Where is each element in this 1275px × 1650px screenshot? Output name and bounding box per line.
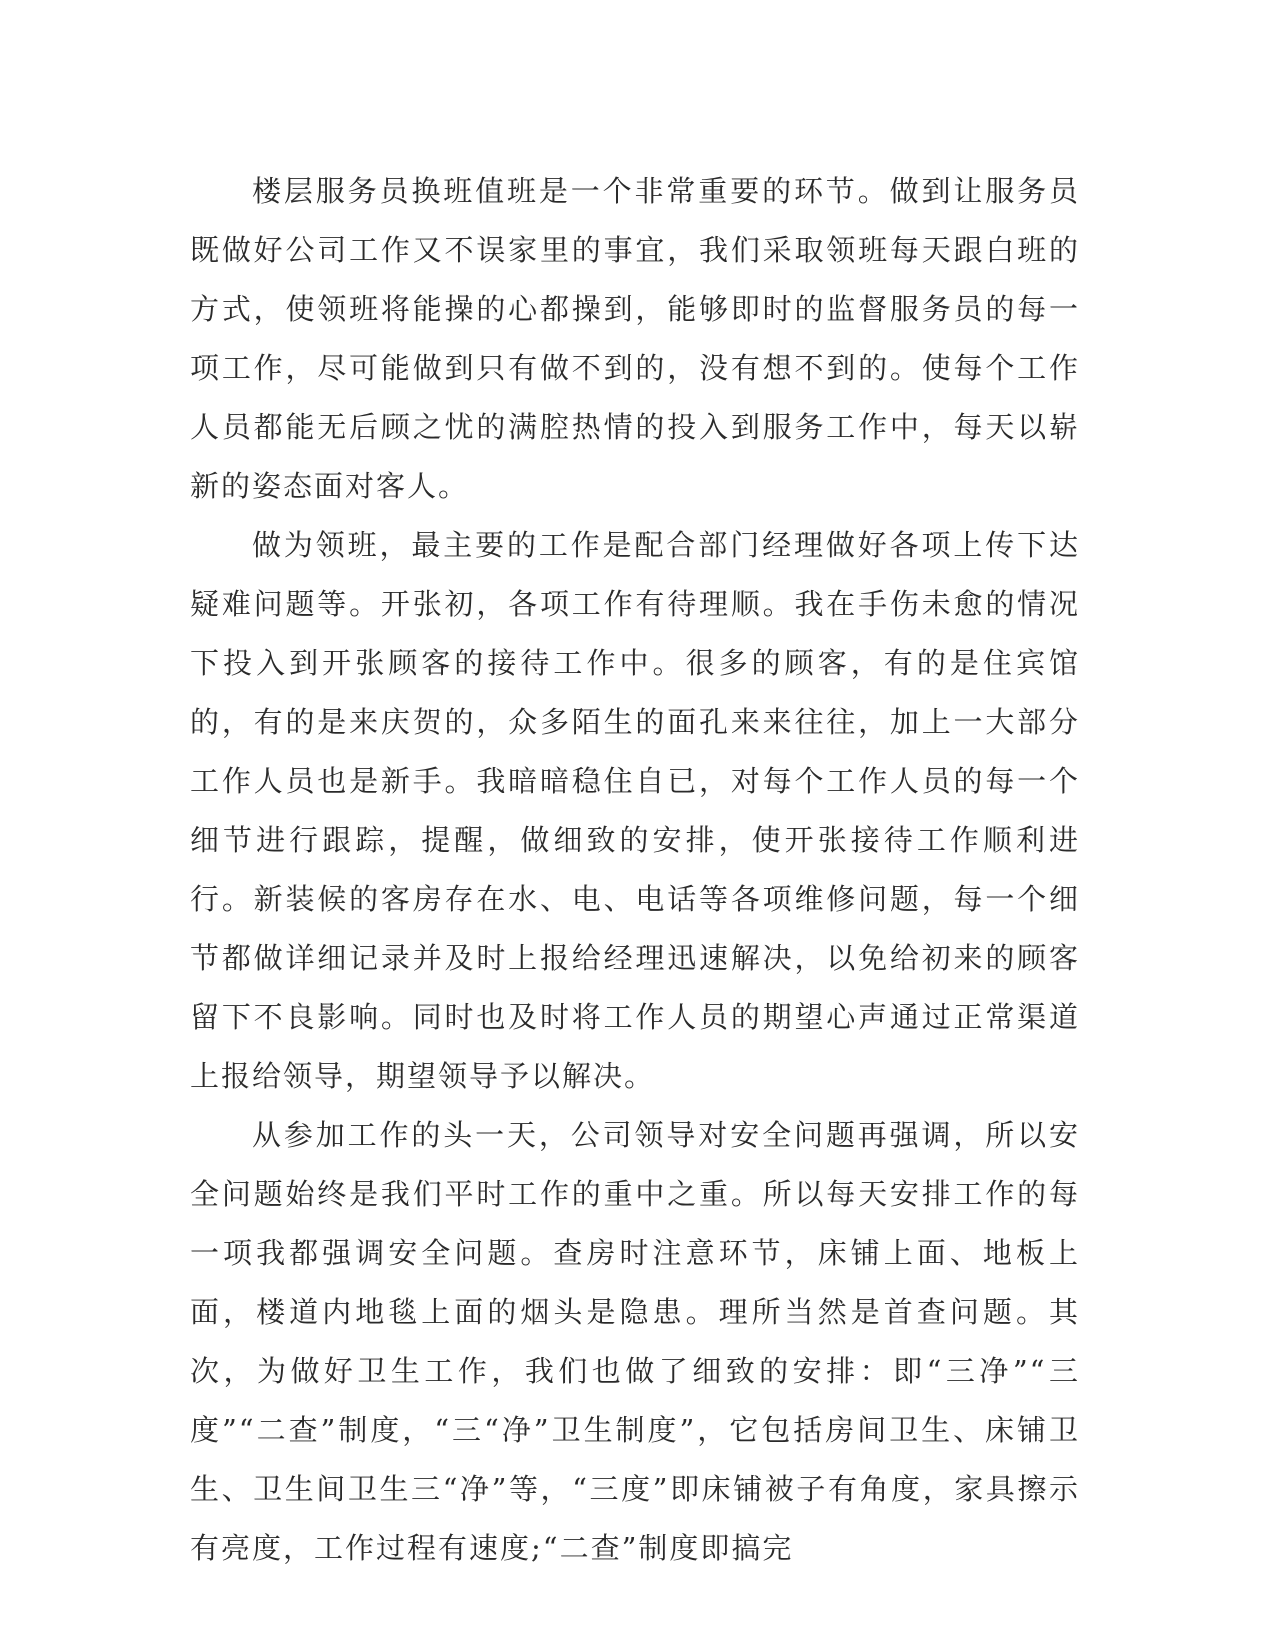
paragraph-safety-hygiene: 从参加工作的头一天，公司领导对安全问题再强调，所以安全问题始终是我们平时工作的重中之重。所以每天安排工作的每一项我都强调安全问题。查房时注意环节，床铺上面、地板上面，楼道内地毯上面的烟头是隐患。理所当然是首查问题。其次，为做好卫生工作，我们也做了细致的安排：即“三净”“三度”“二查”制度，“三“净”卫生制度”，它包括房间卫生、床铺卫生、卫生间卫生三“净”等，“三度”即床铺被子有角度，家具擦示有亮度，工作过程有速度;“二查”制度即搞完 bbox=[190, 1118, 1080, 1565]
document-body bbox=[190, 162, 1080, 1578]
paragraph-team-lead-duties: 做为领班，最主要的工作是配合部门经理做好各项上传下达疑难问题等。开张初，各项工作有待理顺。我在手伤未愈的情况下投入到开张顾客的接待工作中。很多的顾客，有的是住宾馆的，有的是来庆贺的，众多陌生的面孔来来往往，加上一大部分工作人员也是新手。我暗暗稳住自已，对每个工作人员的每一个细节进行跟踪，提醒，做细致的安排，使开张接待工作顺利进行。新装候的客房存在水、电、电话等各项维修问题，每一个细节都做详细记录并及时上报给经理迅速解决，以免给初来的顾客留下不良影响。同时也及时将工作人员的期望心声通过正常渠道上报给领导，期望领导予以解决。 bbox=[190, 528, 1080, 1093]
paragraph-shift-duty: 楼层服务员换班值班是一个非常重要的环节。做到让服务员既做好公司工作又不误家里的事宜，我们采取领班每天跟白班的方式，使领班将能操的心都操到，能够即时的监督服务员的每一项工作，尽可能做到只有做不到的，没有想不到的。使每个工作人员都能无后顾之忧的满腔热情的投入到服务工作中，每天以崭新的姿态面对客人。 bbox=[190, 174, 1080, 503]
